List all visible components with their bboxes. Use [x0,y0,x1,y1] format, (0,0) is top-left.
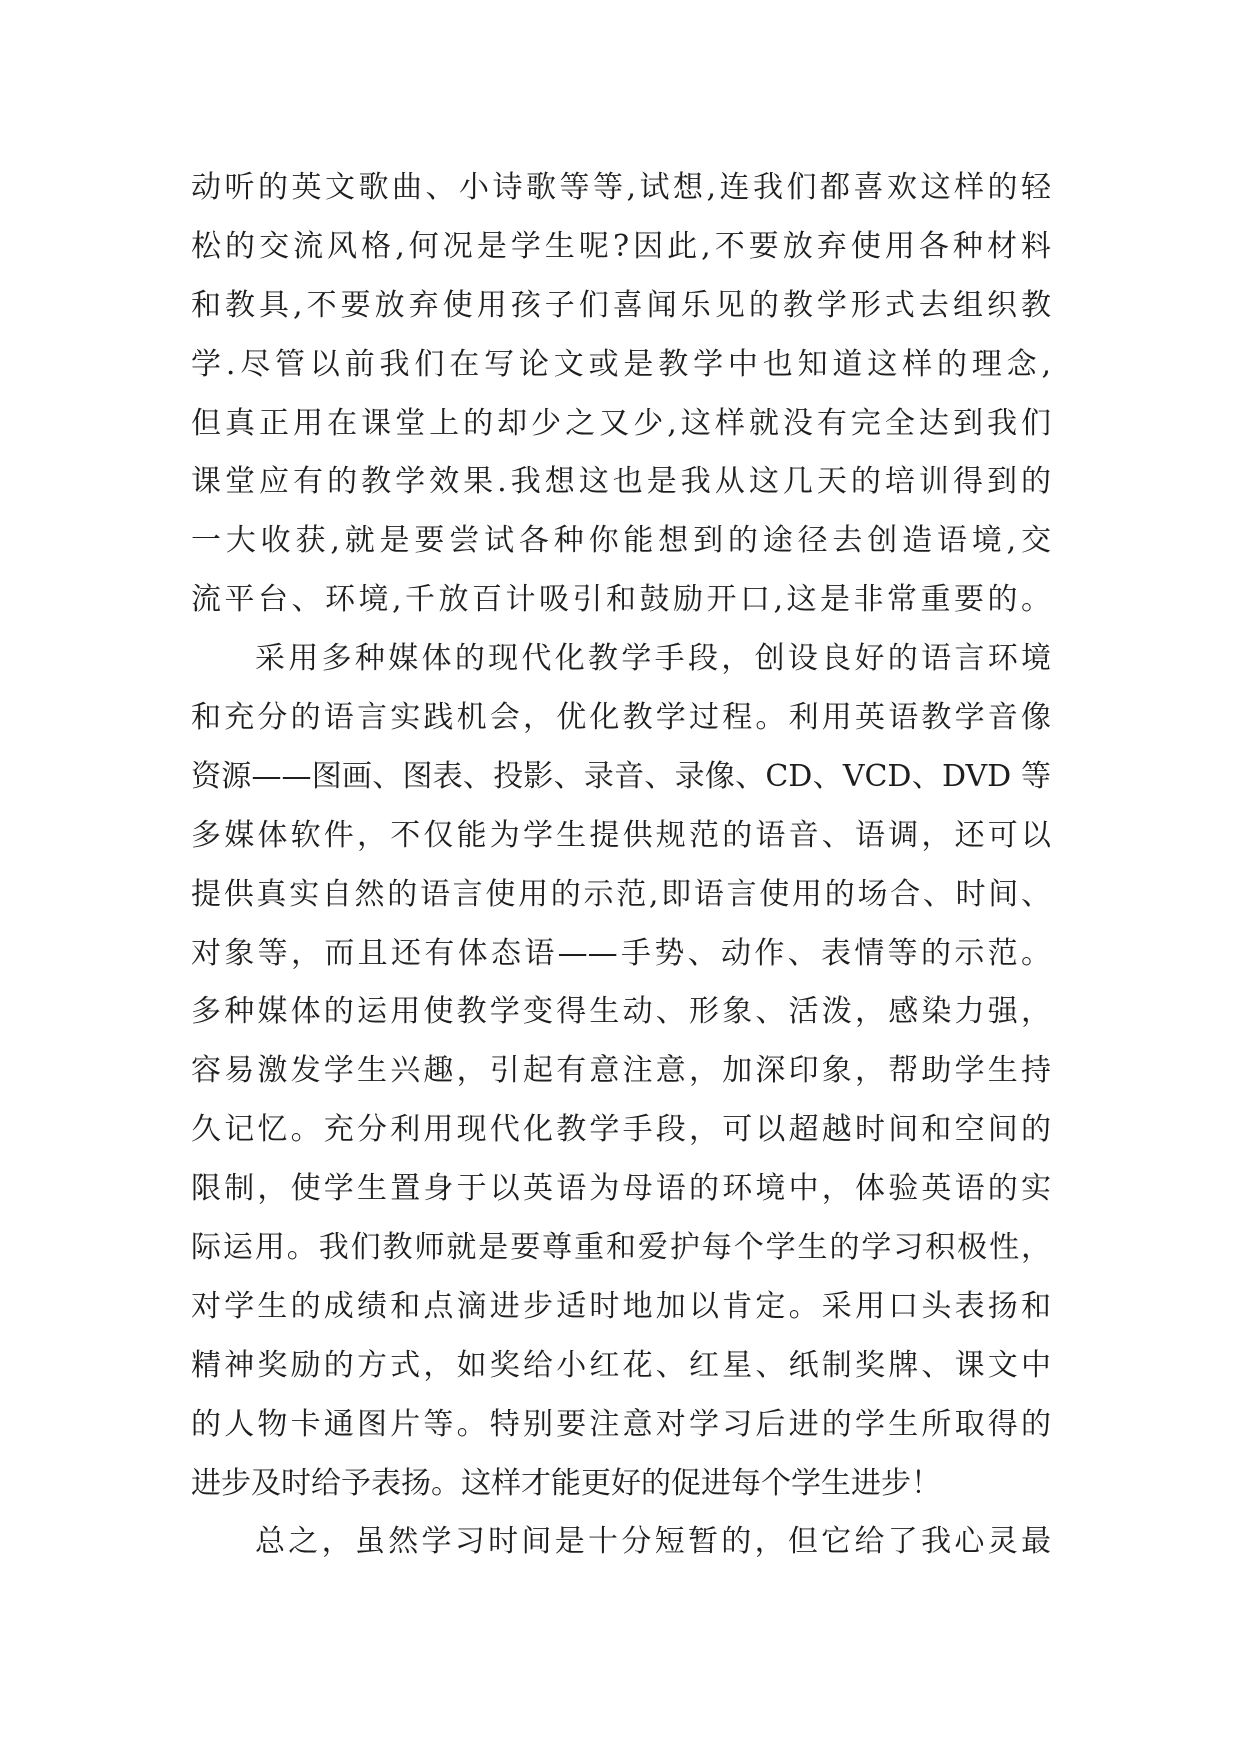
text-line: 和充分的语言实践机会，优化教学过程。利用英语教学音像 [191,700,1051,736]
text-line: 课堂应有的教学效果.我想这也是我从这几天的培训得到的 [191,464,1051,500]
paragraph-first-line: 采用多种媒体的现代化教学手段，创设良好的语言环境 [255,641,1051,677]
text-line: 际运用。我们教师就是要尊重和爱护每个学生的学习积极性， [191,1230,1051,1266]
paragraph-first-line: 总之，虽然学习时间是十分短暂的，但它给了我心灵最 [255,1524,1051,1560]
text-line: 容易激发学生兴趣，引起有意注意，加深印象，帮助学生持 [191,1053,1051,1089]
text-line: 提供真实自然的语言使用的示范,即语言使用的场合、时间、 [191,876,1051,912]
text-line: 但真正用在课堂上的却少之又少,这样就没有完全达到我们 [191,405,1051,441]
text-line: 多媒体软件，不仅能为学生提供规范的语音、语调，还可以 [191,817,1051,853]
text-line: 松的交流风格,何况是学生呢?因此,不要放弃使用各种材料 [191,228,1051,264]
text-line: 精神奖励的方式，如奖给小红花、红星、纸制奖牌、课文中 [191,1347,1051,1383]
paragraph-last-line: 进步及时给予表扬。这样才能更好的促进每个学生进步！ [191,1465,941,1501]
text-line: 动听的英文歌曲、小诗歌等等,试想,连我们都喜欢这样的轻 [191,170,1051,205]
text-line: 资源——图画、图表、投影、录音、录像、CD、VCD、DVD 等 [191,758,1051,794]
body-text [191,159,1051,1572]
text-line: 和教具,不要放弃使用孩子们喜闻乐见的教学形式去组织教 [191,287,1051,323]
text-line: 限制，使学生置身于以英语为母语的环境中，体验英语的实 [191,1171,1051,1207]
text-line: 对象等，而且还有体态语——手势、动作、表情等的示范。 [191,935,1051,971]
text-line: 久记忆。充分利用现代化教学手段，可以超越时间和空间的 [191,1112,1051,1148]
text-line: 多种媒体的运用使教学变得生动、形象、活泼，感染力强， [191,994,1051,1030]
text-line: 的人物卡通图片等。特别要注意对学习后进的学生所取得的 [191,1406,1051,1442]
text-line: 学.尽管以前我们在写论文或是教学中也知道这样的理念, [191,346,1051,382]
text-line: 一大收获,就是要尝试各种你能想到的途径去创造语境,交 [191,523,1051,559]
text-line: 对学生的成绩和点滴进步适时地加以肯定。采用口头表扬和 [191,1288,1051,1324]
text-line: 流平台、环境,千放百计吸引和鼓励开口,这是非常重要的。 [191,582,1051,618]
